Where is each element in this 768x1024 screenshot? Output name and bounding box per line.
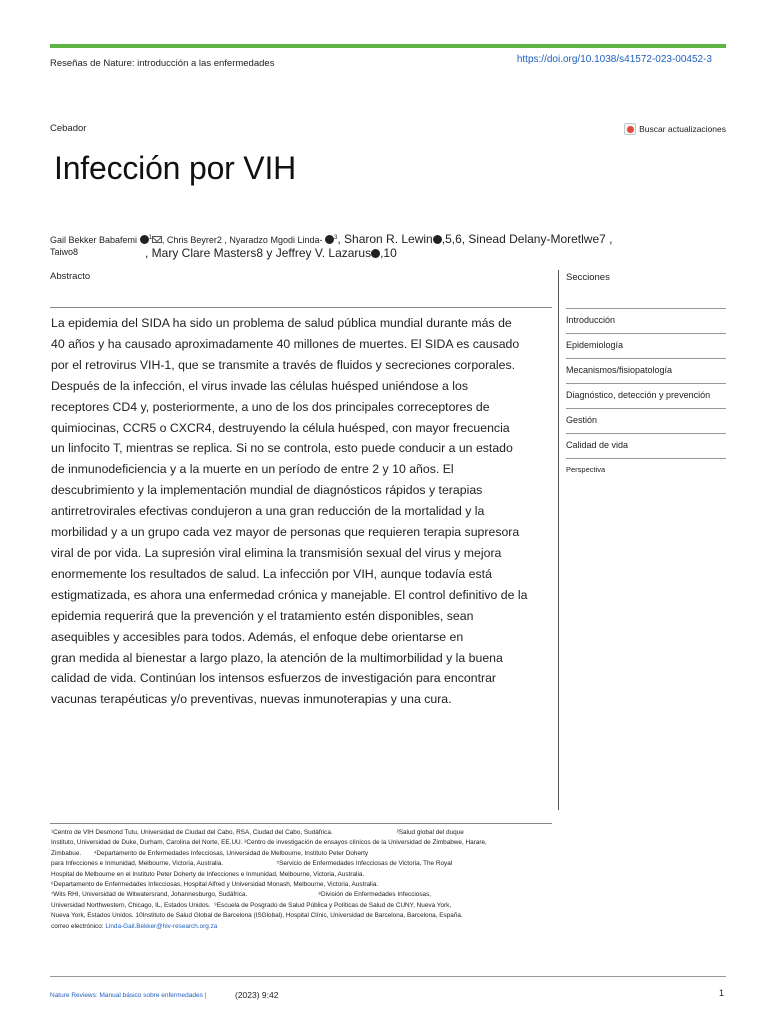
sections-nav	[566, 308, 726, 483]
orcid-icon[interactable]	[371, 249, 380, 258]
affiliation-line: ¹Centro de VIH Desmond Tutu, Universidad de Ciudad del Cabo, RSA, Ciudad del Cabo, Sudáfrica. ²Salud global del duque	[51, 829, 464, 836]
abstract-line: calidad de vida. Continúan los intensos esfuerzos de investigación para encontrar	[51, 671, 497, 686]
corresponding-email	[51, 922, 541, 932]
author-affil-refs: ,10	[380, 246, 397, 260]
section-link-diagnostico[interactable]: Diagnóstico, detección y prevención	[566, 383, 726, 408]
abstract-line: asequibles y accesibles para todos. Además, el enfoque debe orientarse en	[51, 629, 464, 644]
affiliation-line: Hospital de Melbourne en el Instituto Peter Doherty de Infecciones e Inmunidad, Melbourne, Victoria, Australia.	[51, 870, 365, 878]
abstract-line: de inmunodeficiencia y a la muerte en un período de entre 2 y 10 años. El	[51, 462, 454, 477]
affiliation-line: Universidad Northwestern, Chicago, IL, Estados Unidos. ⁹Escuela de Posgrado de Salud Pública y Políticas de Salud de CUNY, Nueva York,	[51, 901, 452, 909]
affiliations-divider	[50, 823, 552, 824]
check-updates-button[interactable]	[624, 123, 726, 135]
affiliation-line: Nueva York, Estados Unidos. 10Instituto de Salud Global de Barcelona (ISGlobal), Hospital Clínic, Universidad de Barcelona, Barcelona, España.	[51, 912, 463, 920]
author-name[interactable]: Taiwo8	[50, 247, 79, 257]
abstract-line: antirretrovirales efectivas condujeron a una gran reducción de la mortalidad y la	[51, 504, 485, 519]
author-name[interactable]: , Chris Beyrer2 , Nyaradzo Mgodi Linda-	[161, 235, 323, 245]
section-link-introduccion[interactable]: Introducción	[566, 308, 726, 333]
abstract-line: receptores CD4 y, posteriormente, a uno de los dos principales correceptores de	[51, 399, 490, 414]
affiliation-line: Zimbabue. ⁴Departamento de Enfermedades Infecciosas, Universidad de Melbourne, Instituto Peter Doherty	[51, 849, 369, 857]
abstract-line: epidemia requerirá que la prevención y el tratamiento estén disponibles, sean	[51, 608, 474, 623]
section-link-calidad-de-vida[interactable]: Calidad de vida	[566, 433, 726, 458]
sections-heading: Secciones	[566, 272, 610, 283]
footer-divider	[50, 976, 726, 977]
author-name[interactable]: , Sharon R. Lewin	[337, 232, 433, 246]
abstract-line: vacunas terapéuticas y/o preventivas, nuevas inmunoterapias y una cura.	[51, 692, 452, 707]
article-type: Cebador	[50, 123, 87, 134]
abstract-line: quimiocinas, CCR5 o CXCR4, destruyendo la célula huésped, con mayor frecuencia	[51, 420, 510, 435]
footer-journal-link[interactable]: Nature Reviews: Manual básico sobre enfermedades |	[50, 992, 207, 999]
abstract-line: La epidemia del SIDA ha sido un problema de salud pública mundial durante más de	[51, 316, 512, 330]
section-link-gestion[interactable]: Gestión	[566, 408, 726, 433]
abstract-line: gran medida al bienestar a largo plazo, la atención de la multimorbilidad y la buena	[51, 650, 503, 665]
abstract-line: un linfocito T, mientras se replica. Si no se controla, esto puede conducir a un estado	[51, 441, 513, 456]
abstract-line: estigmatizada, es ahora una enfermedad crónica y manejable. El control definitivo de la	[51, 587, 528, 602]
abstract-line: Después de la infección, el virus invade las células huésped uniéndose a los	[51, 378, 468, 393]
section-link-perspectiva[interactable]: Perspectiva	[566, 458, 726, 483]
affiliations	[51, 828, 541, 932]
page-number: 1	[718, 988, 724, 998]
author-affil-refs: ,5,6, Sinead Delany-Moretlwe7 ,	[441, 232, 613, 246]
abstract-line: morbilidad y a un grupo cada vez mayor de personas que requieren terapia supresora	[51, 525, 520, 540]
affiliation-line: Instituto, Universidad de Duke, Durham, Carolina del Norte, EE.UU. ³Centro de investigación de ensayos clínicos de la Universidad de Zimbabwe, Harare,	[51, 839, 487, 847]
abstract-divider	[50, 307, 552, 308]
sidebar-divider	[558, 270, 559, 810]
journal-name: Reseñas de Nature: introducción a las enfermedades	[50, 58, 275, 69]
article-title: Infección por VIH	[54, 150, 297, 186]
abstract-heading: Abstracto	[50, 271, 91, 282]
section-link-epidemiologia[interactable]: Epidemiología	[566, 333, 726, 358]
orcid-icon[interactable]	[325, 235, 334, 244]
author-list-line2	[145, 246, 397, 260]
section-link-mecanismos[interactable]: Mecanismos/fisiopatología	[566, 358, 726, 383]
doi-link[interactable]: https://doi.org/10.1038/s41572-023-00452-3	[516, 54, 712, 65]
check-updates-icon	[624, 123, 636, 135]
abstract-line: por el retrovirus VIH-1, que se transmite a través de fluidos y secreciones corporales.	[51, 357, 516, 372]
top-accent-bar	[50, 44, 726, 48]
affiliation-line: para Infecciones e Inmunidad, Melbourne, Victoria, Australia. ⁵Servicio de Enfermedades Infecciosas de Victoria, The Royal	[51, 860, 453, 868]
affiliation-line: ⁷Wits RHI, Universidad de Witwatersrand, Johannesburgo, Sudáfrica. ⁸División de Enfermedades Infecciosas,	[51, 891, 432, 899]
abstract-line: 40 años y ha causado aproximadamente 40 millones de muertes. El SIDA es causado	[51, 336, 520, 351]
abstract-body	[51, 313, 551, 710]
abstract-line: enormemente los resultados de salud. La infección por VIH, aunque todavía está	[51, 566, 492, 581]
email-icon[interactable]	[152, 236, 162, 243]
footer-citation: (2023) 9:42	[235, 990, 279, 1000]
orcid-icon[interactable]	[433, 235, 442, 244]
orcid-icon[interactable]	[140, 235, 149, 244]
email-link[interactable]: Linda-Gail.Bekker@hiv-research.org.za	[105, 922, 218, 930]
check-updates-label: Buscar actualizaciones	[639, 124, 726, 134]
author-name[interactable]: Gail Bekker Babafemi	[50, 235, 138, 245]
affiliation-line: ⁶Departamento de Enfermedades Infecciosas, Hospital Alfred y Universidad Monash, Melbourne, Victoria, Australia.	[51, 881, 379, 889]
abstract-line: descubrimiento y la implementación mundial de diagnósticos rápidos y terapias	[51, 483, 483, 498]
email-label: correo electrónico:	[51, 922, 106, 930]
abstract-line: viral de por vida. La supresión viral elimina la transmisión sexual del virus y mejora	[51, 545, 502, 560]
author-list: Gail Bekker Babafemi $^1$ , Chris Beyrer2 , Nyaradzo Mgodi Linda- $^3$, Sharon R. Lewin ,5,6, Sinead Delany-Moretlwe7 ,	[50, 232, 613, 246]
author-name[interactable]: , Mary Clare Masters8 y Jeffrey V. Lazarus	[145, 246, 372, 260]
